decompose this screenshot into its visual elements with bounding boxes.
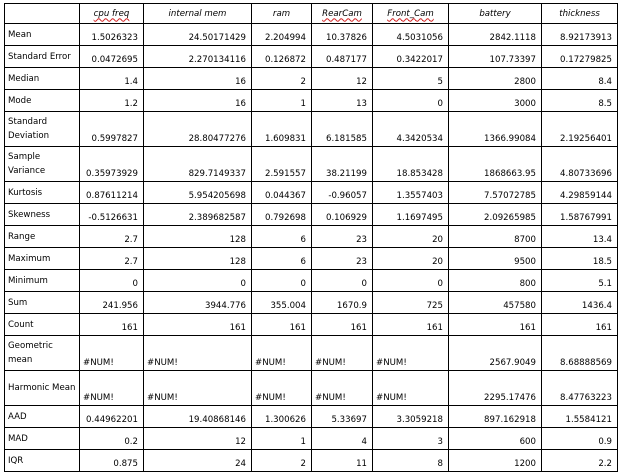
data-cell[interactable]: 128: [144, 226, 252, 248]
row-label[interactable]: Median: [5, 68, 80, 90]
data-cell[interactable]: 1.58767991: [542, 204, 618, 226]
table-body: [5, 24, 618, 472]
data-cell[interactable]: 1200: [449, 450, 542, 472]
data-cell[interactable]: 1.5026323: [80, 24, 144, 46]
row-label[interactable]: Geometric mean: [5, 336, 80, 371]
data-cell[interactable]: 2567.9049: [449, 336, 542, 371]
data-cell[interactable]: 18.853428: [373, 147, 449, 182]
data-cell[interactable]: 6.181585: [312, 112, 373, 147]
table-row: [5, 204, 618, 226]
table-row: [5, 24, 618, 46]
data-cell[interactable]: 23: [312, 248, 373, 270]
data-cell[interactable]: 0: [144, 270, 252, 292]
data-cell[interactable]: 1366.99084: [449, 112, 542, 147]
data-cell[interactable]: #NUM!: [312, 371, 373, 406]
data-cell[interactable]: #NUM!: [144, 336, 252, 371]
data-cell[interactable]: 5.33697: [312, 406, 373, 428]
data-cell[interactable]: 2.591557: [252, 147, 312, 182]
data-cell[interactable]: 0.875: [80, 450, 144, 472]
data-cell[interactable]: 241.956: [80, 292, 144, 314]
column-header-label: ram: [272, 8, 291, 19]
data-cell[interactable]: 1.5584121: [542, 406, 618, 428]
data-cell[interactable]: 897.162918: [449, 406, 542, 428]
data-cell[interactable]: 1: [252, 428, 312, 450]
data-cell[interactable]: -0.96057: [312, 182, 373, 204]
table-row: [5, 292, 618, 314]
data-cell[interactable]: 3944.776: [144, 292, 252, 314]
data-cell[interactable]: 161: [312, 314, 373, 336]
data-cell[interactable]: 161: [449, 314, 542, 336]
data-cell[interactable]: 2.7: [80, 248, 144, 270]
data-cell[interactable]: 1436.4: [542, 292, 618, 314]
data-cell[interactable]: 2.389682587: [144, 204, 252, 226]
data-cell[interactable]: 0.35973929: [80, 147, 144, 182]
table-row: [5, 248, 618, 270]
data-cell[interactable]: 1868663.95: [449, 147, 542, 182]
data-cell[interactable]: #NUM!: [80, 371, 144, 406]
table-row: [5, 450, 618, 472]
row-label[interactable]: AAD: [5, 406, 80, 428]
data-cell[interactable]: 24.50171429: [144, 24, 252, 46]
row-label[interactable]: Mode: [5, 90, 80, 112]
data-cell[interactable]: 9500: [449, 248, 542, 270]
data-cell[interactable]: 0: [312, 270, 373, 292]
column-header[interactable]: [449, 4, 542, 24]
column-header[interactable]: [542, 4, 618, 24]
data-cell[interactable]: 19.40868146: [144, 406, 252, 428]
row-label[interactable]: Range: [5, 226, 80, 248]
column-header-label: cpu freq: [93, 8, 130, 19]
row-label[interactable]: Sum: [5, 292, 80, 314]
data-cell[interactable]: 4.29859144: [542, 182, 618, 204]
data-cell[interactable]: 4.3420534: [373, 112, 449, 147]
data-cell[interactable]: 161: [252, 314, 312, 336]
table-row: [5, 428, 618, 450]
data-cell[interactable]: 7.57072785: [449, 182, 542, 204]
table-row: [5, 147, 618, 182]
data-cell[interactable]: 4: [312, 428, 373, 450]
table-row: [5, 406, 618, 428]
table-row: [5, 314, 618, 336]
data-cell[interactable]: 8700: [449, 226, 542, 248]
row-label[interactable]: Sample Variance: [5, 147, 80, 182]
data-cell[interactable]: 18.5: [542, 248, 618, 270]
data-cell[interactable]: 725: [373, 292, 449, 314]
data-cell[interactable]: 23: [312, 226, 373, 248]
row-label[interactable]: MAD: [5, 428, 80, 450]
data-cell[interactable]: 0: [80, 270, 144, 292]
data-cell[interactable]: 3000: [449, 90, 542, 112]
data-cell[interactable]: 13: [312, 90, 373, 112]
data-cell[interactable]: 6: [252, 248, 312, 270]
data-cell[interactable]: 2.2: [542, 450, 618, 472]
data-cell[interactable]: 8: [373, 450, 449, 472]
data-cell[interactable]: 8.92173913: [542, 24, 618, 46]
data-cell[interactable]: 457580: [449, 292, 542, 314]
data-cell[interactable]: 128: [144, 248, 252, 270]
data-cell[interactable]: 0.487177: [312, 46, 373, 68]
data-cell[interactable]: 161: [542, 314, 618, 336]
data-cell[interactable]: 0.3422017: [373, 46, 449, 68]
data-cell[interactable]: 5.954205698: [144, 182, 252, 204]
data-cell[interactable]: #NUM!: [373, 336, 449, 371]
data-cell[interactable]: 0.126872: [252, 46, 312, 68]
data-cell[interactable]: 1.2: [80, 90, 144, 112]
data-cell[interactable]: 2295.17476: [449, 371, 542, 406]
data-cell[interactable]: 161: [80, 314, 144, 336]
data-cell[interactable]: #NUM!: [252, 371, 312, 406]
data-cell[interactable]: 0: [373, 90, 449, 112]
data-cell[interactable]: 2.270134116: [144, 46, 252, 68]
data-cell[interactable]: 2: [252, 450, 312, 472]
data-cell[interactable]: 0.044367: [252, 182, 312, 204]
data-cell[interactable]: #NUM!: [373, 371, 449, 406]
data-cell[interactable]: 161: [373, 314, 449, 336]
data-cell[interactable]: 8.4: [542, 68, 618, 90]
data-cell[interactable]: 0.44962201: [80, 406, 144, 428]
data-cell[interactable]: 0.106929: [312, 204, 373, 226]
data-cell[interactable]: 0.5997827: [80, 112, 144, 147]
data-cell[interactable]: 4.80733696: [542, 147, 618, 182]
column-header[interactable]: [373, 4, 449, 24]
row-label[interactable]: Minimum: [5, 270, 80, 292]
data-cell[interactable]: 800: [449, 270, 542, 292]
data-cell[interactable]: 4.5031056: [373, 24, 449, 46]
data-cell[interactable]: 11: [312, 450, 373, 472]
table-row: [5, 336, 618, 371]
data-cell[interactable]: 10.37826: [312, 24, 373, 46]
data-cell[interactable]: #NUM!: [312, 336, 373, 371]
data-cell[interactable]: 8.5: [542, 90, 618, 112]
data-cell[interactable]: 161: [144, 314, 252, 336]
row-label[interactable]: IQR: [5, 450, 80, 472]
table-row: [5, 90, 618, 112]
data-cell[interactable]: 1.1697495: [373, 204, 449, 226]
row-label[interactable]: Mean: [5, 24, 80, 46]
corner-cell[interactable]: [5, 4, 80, 24]
data-cell[interactable]: 1670.9: [312, 292, 373, 314]
row-label[interactable]: Count: [5, 314, 80, 336]
data-cell[interactable]: 13.4: [542, 226, 618, 248]
data-cell[interactable]: 2.19256401: [542, 112, 618, 147]
data-cell[interactable]: 2.204994: [252, 24, 312, 46]
data-cell[interactable]: 1.609831: [252, 112, 312, 147]
data-cell[interactable]: 1.4: [80, 68, 144, 90]
column-header[interactable]: [144, 4, 252, 24]
row-label[interactable]: Maximum: [5, 248, 80, 270]
data-cell[interactable]: 28.80477276: [144, 112, 252, 147]
data-cell[interactable]: 2800: [449, 68, 542, 90]
data-cell[interactable]: 16: [144, 90, 252, 112]
data-cell[interactable]: 12: [144, 428, 252, 450]
table-row: [5, 182, 618, 204]
data-cell[interactable]: 16: [144, 68, 252, 90]
data-cell[interactable]: 2842.1118: [449, 24, 542, 46]
data-cell[interactable]: 3: [373, 428, 449, 450]
data-cell[interactable]: 0.87611214: [80, 182, 144, 204]
data-cell[interactable]: 0: [252, 270, 312, 292]
data-cell[interactable]: 2.09265985: [449, 204, 542, 226]
column-header-label: internal mem: [168, 8, 227, 19]
data-cell[interactable]: 8.47763223: [542, 371, 618, 406]
column-header-label: RearCam: [322, 8, 362, 19]
table-row: [5, 46, 618, 68]
data-cell[interactable]: -0.5126631: [80, 204, 144, 226]
data-cell[interactable]: 20: [373, 248, 449, 270]
data-cell[interactable]: 0.2: [80, 428, 144, 450]
data-cell[interactable]: 24: [144, 450, 252, 472]
data-cell[interactable]: 0.9: [542, 428, 618, 450]
column-header-label: Front_Cam: [387, 8, 434, 19]
table-row: [5, 371, 618, 406]
descriptive-statistics-table: [4, 3, 618, 472]
data-cell[interactable]: 600: [449, 428, 542, 450]
row-label[interactable]: Standard Deviation: [5, 112, 80, 147]
column-header[interactable]: [80, 4, 144, 24]
data-cell[interactable]: 12: [312, 68, 373, 90]
data-cell[interactable]: 3.3059218: [373, 406, 449, 428]
data-cell[interactable]: 829.7149337: [144, 147, 252, 182]
data-cell[interactable]: 0: [373, 270, 449, 292]
data-cell[interactable]: 8.68888569: [542, 336, 618, 371]
data-cell[interactable]: 6: [252, 226, 312, 248]
column-header[interactable]: [252, 4, 312, 24]
row-label[interactable]: Harmonic Mean: [5, 371, 80, 406]
table-row: [5, 270, 618, 292]
table-row: [5, 112, 618, 147]
table-row: [5, 226, 618, 248]
table-row: [5, 68, 618, 90]
data-cell[interactable]: 1.3557403: [373, 182, 449, 204]
data-cell[interactable]: 5.1: [542, 270, 618, 292]
row-label[interactable]: Kurtosis: [5, 182, 80, 204]
data-cell[interactable]: #NUM!: [80, 336, 144, 371]
data-cell[interactable]: 0.792698: [252, 204, 312, 226]
data-cell[interactable]: 38.21199: [312, 147, 373, 182]
header-row: [5, 4, 618, 24]
data-cell[interactable]: 107.73397: [449, 46, 542, 68]
data-cell[interactable]: #NUM!: [252, 336, 312, 371]
data-cell[interactable]: 0.17279825: [542, 46, 618, 68]
data-cell[interactable]: 2: [252, 68, 312, 90]
data-cell[interactable]: 355.004: [252, 292, 312, 314]
column-header-label: thickness: [559, 8, 600, 19]
data-cell[interactable]: 0.0472695: [80, 46, 144, 68]
data-cell[interactable]: 2.7: [80, 226, 144, 248]
data-cell[interactable]: #NUM!: [144, 371, 252, 406]
row-label[interactable]: Standard Error: [5, 46, 80, 68]
data-cell[interactable]: 20: [373, 226, 449, 248]
data-cell[interactable]: 1.300626: [252, 406, 312, 428]
row-label[interactable]: Skewness: [5, 204, 80, 226]
column-header[interactable]: [312, 4, 373, 24]
data-cell[interactable]: 1: [252, 90, 312, 112]
data-cell[interactable]: 5: [373, 68, 449, 90]
column-header-label: battery: [479, 8, 511, 19]
